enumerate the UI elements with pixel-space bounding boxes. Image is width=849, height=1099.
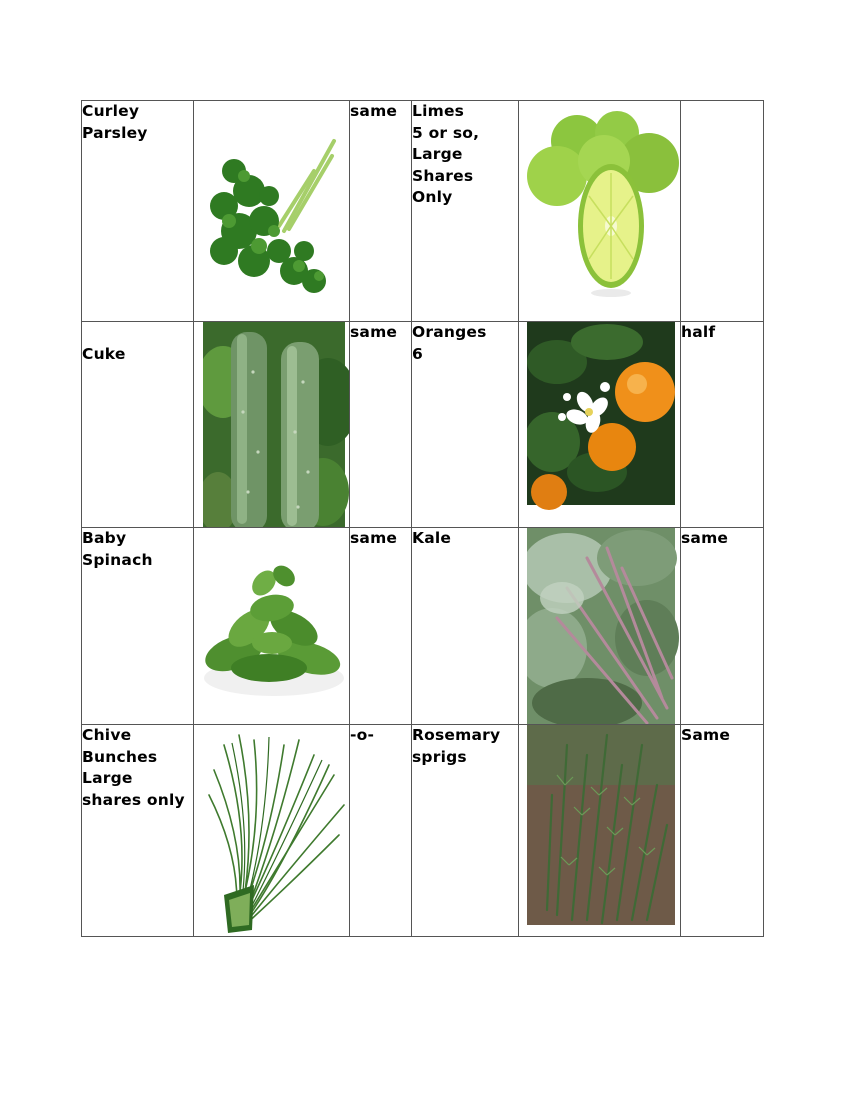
status-text: same <box>350 529 398 547</box>
item-name-line: Only <box>412 188 453 206</box>
item-name-line: Parsley <box>82 123 148 142</box>
status-text: -o- <box>350 726 375 744</box>
kale-photo <box>519 528 681 725</box>
item-name-line: 6 <box>412 344 423 363</box>
status-cell <box>681 528 764 725</box>
status-text: same <box>681 529 729 547</box>
table-row <box>82 322 764 528</box>
item-name-cell <box>412 528 519 725</box>
item-name-line: Rosemary <box>412 726 501 744</box>
table-row <box>82 725 764 937</box>
item-name-line: Large <box>82 769 133 787</box>
produce-table <box>81 100 764 937</box>
item-name-cell <box>412 725 519 937</box>
status-cell <box>681 322 764 528</box>
status-text: same <box>350 102 398 120</box>
spinach-photo <box>194 528 350 725</box>
item-name-line: Curley <box>82 102 140 120</box>
item-name-line: Oranges <box>412 323 487 341</box>
parsley-photo <box>194 101 350 322</box>
item-name-line: Cuke <box>82 344 126 363</box>
status-cell <box>350 528 412 725</box>
chives-photo <box>194 725 350 937</box>
item-name-line: shares only <box>82 790 185 809</box>
status-text: Same <box>681 726 731 744</box>
item-name-line: Large <box>412 145 463 163</box>
item-name-line: Bunches <box>82 747 158 766</box>
cucumber-photo <box>194 322 350 528</box>
status-cell <box>681 101 764 322</box>
item-name-line: Baby <box>82 529 127 547</box>
status-cell <box>681 725 764 937</box>
table-row <box>82 101 764 322</box>
item-name-line: Shares <box>412 166 474 185</box>
item-name-cell <box>82 725 194 937</box>
item-name-cell <box>412 101 519 322</box>
item-name-cell <box>82 101 194 322</box>
status-text: same <box>350 323 398 341</box>
item-name-line: Limes <box>412 102 465 120</box>
item-name-cell <box>82 528 194 725</box>
item-name-line: sprigs <box>412 747 467 766</box>
rosemary-photo <box>519 725 681 937</box>
status-cell <box>350 725 412 937</box>
item-name-cell <box>82 322 194 528</box>
status-cell <box>350 101 412 322</box>
status-text: half <box>681 323 716 341</box>
item-name-line: Spinach <box>82 550 153 569</box>
status-cell <box>350 322 412 528</box>
oranges-photo <box>519 322 681 528</box>
item-name-line: Kale <box>412 529 452 547</box>
item-name-cell <box>412 322 519 528</box>
item-name-line: 5 or so, <box>412 123 480 142</box>
table-row <box>82 528 764 725</box>
item-name-line: Chive <box>82 726 132 744</box>
item-name-line <box>82 322 193 344</box>
limes-photo <box>519 101 681 322</box>
